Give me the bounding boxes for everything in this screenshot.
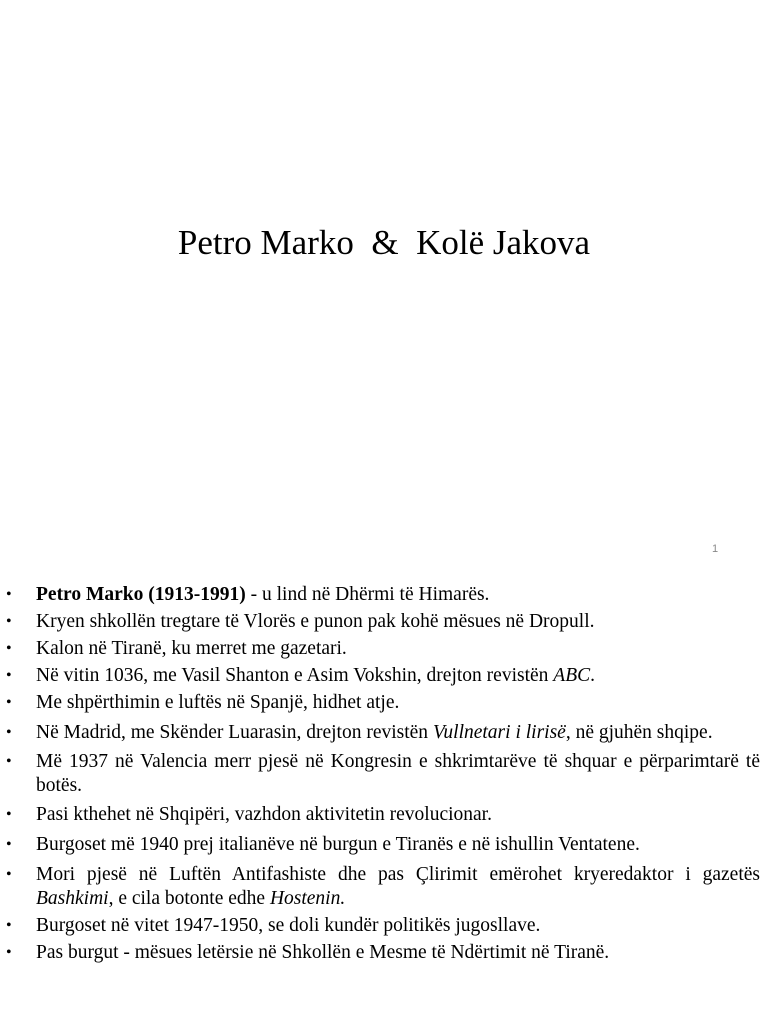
list-item xyxy=(0,803,760,827)
list-item xyxy=(0,914,760,938)
item-text: Kalon në Tiranë, ku merret me gazetari. xyxy=(36,638,347,659)
item-text: Burgoset më 1940 prej italianëve në burgun e Tiranës e në ishullin Ventatene. xyxy=(36,834,640,855)
item-text: Mori pjesë në Luftën Antifashiste dhe pas Çlirimit emërohet kryeredaktor i gazetës xyxy=(36,864,760,885)
item-text: - u lind në Dhërmi të Himarës. xyxy=(245,584,490,605)
item-text: Pasi kthehet në Shqipëri, vazhdon aktivitetin revolucionar. xyxy=(36,804,492,825)
bullet-icon: • xyxy=(6,613,12,630)
bullet-icon: • xyxy=(6,640,12,657)
bullet-icon: • xyxy=(6,917,12,934)
bold-heading: Petro Marko (1913-1991) xyxy=(36,584,246,605)
item-text: , e cila botonte edhe xyxy=(108,888,270,909)
item-text: , në gjuhën shqipe. xyxy=(565,722,713,743)
bullet-icon: • xyxy=(6,667,12,684)
item-text: Më 1937 në Valencia merr pjesë në Kongresin e shkrimtarëve të shquar e përparimtarë të botës. xyxy=(36,751,760,796)
page-number: 1 xyxy=(712,543,719,555)
item-text: . xyxy=(590,665,595,686)
list-item xyxy=(0,583,760,607)
bullet-icon: • xyxy=(6,753,12,770)
list-item xyxy=(0,941,760,965)
slide-title: Petro Marko & Kolë Jakova xyxy=(177,223,591,262)
bullet-icon: • xyxy=(6,866,12,883)
italic-title: Bashkimi xyxy=(36,888,109,909)
bullet-icon: • xyxy=(6,724,12,741)
item-text: Kryen shkollën tregtare të Vlorës e punon pak kohë mësues në Dropull. xyxy=(36,611,595,632)
list-item xyxy=(0,610,760,634)
list-item xyxy=(0,664,760,688)
bullet-icon: • xyxy=(6,944,12,961)
list-item xyxy=(0,750,760,798)
bullet-icon: • xyxy=(6,836,12,853)
italic-title: ABC xyxy=(553,665,591,686)
item-text: Në vitin 1036, me Vasil Shanton e Asim Vokshin, drejton revistën xyxy=(36,665,554,686)
item-text: Në Madrid, me Skënder Luarasin, drejton revistën xyxy=(36,722,433,743)
bullet-icon: • xyxy=(6,694,12,711)
list-item xyxy=(0,863,760,911)
italic-title: Hostenin. xyxy=(269,888,346,909)
italic-title: Vullnetari i lirisë xyxy=(432,722,566,743)
list-item xyxy=(0,691,760,715)
bullet-icon: • xyxy=(6,806,12,823)
bullet-list xyxy=(0,583,760,968)
bullet-icon: • xyxy=(6,586,12,603)
list-item xyxy=(0,721,760,745)
item-text: Me shpërthimin e luftës në Spanjë, hidhet atje. xyxy=(36,692,400,713)
item-text: Burgoset në vitet 1947-1950, se doli kundër politikës jugosllave. xyxy=(36,915,541,936)
list-item xyxy=(0,833,760,857)
list-item xyxy=(0,637,760,661)
item-text: Pas burgut - mësues letërsie në Shkollën e Mesme të Ndërtimit në Tiranë. xyxy=(36,942,610,963)
